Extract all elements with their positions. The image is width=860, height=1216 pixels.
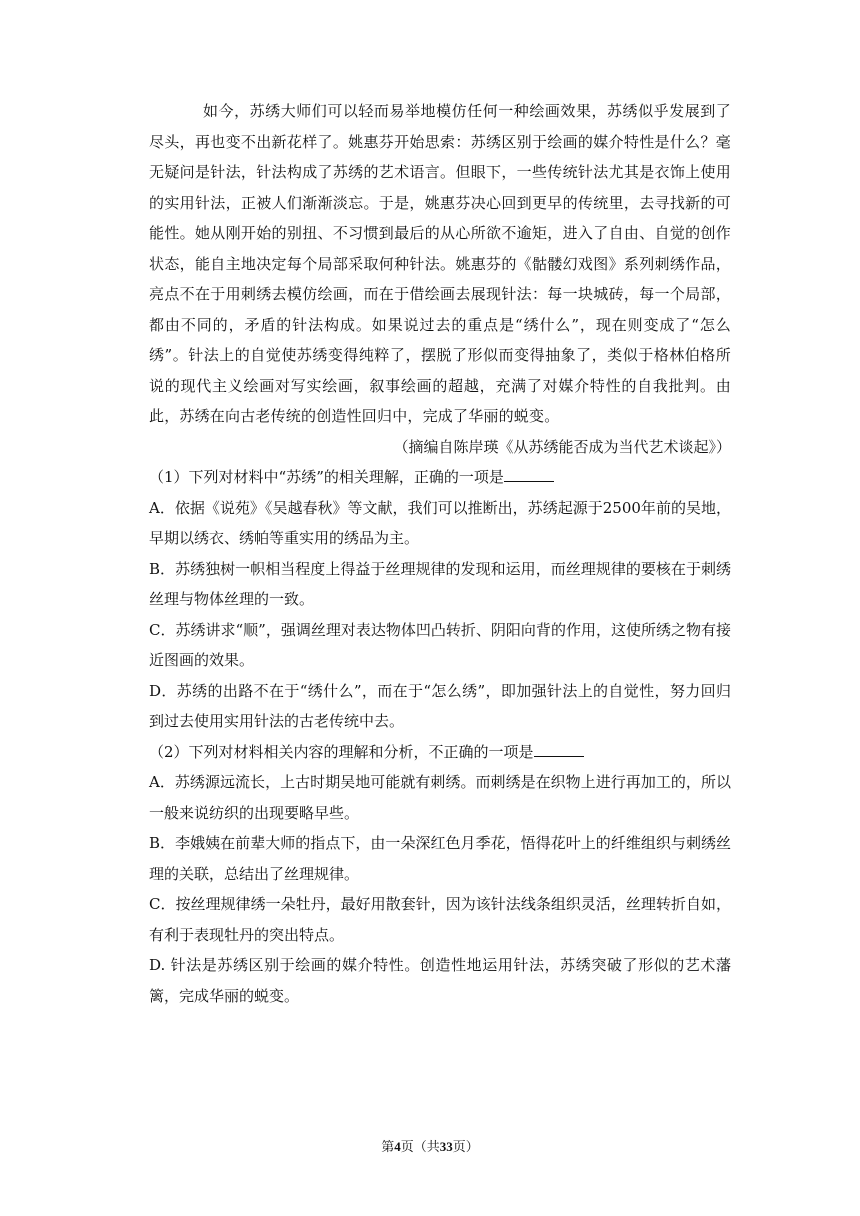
option-c: C．苏绣讲求“顺”，强调丝理对表达物体凹凸转折、阴阳向背的作用，这使所绣之物有接近图画的效果。 [149, 620, 731, 669]
question-stem-text: （1）下列对材料中“苏绣”的相关理解，正确的一项是 [149, 468, 504, 486]
option-a: A．苏绣源远流长，上古时期吴地可能就有刺绣。而刺绣是在织物上进行再加工的，所以一般来说纺织的出现要略早些。 [149, 773, 731, 822]
footer-middle: 页（共 [400, 1140, 440, 1155]
question-1 [149, 462, 731, 737]
passage-paragraph: 如今，苏绣大师们可以轻而易举地模仿任何一种绘画效果，苏绣似乎发展到了尽头，再也变不出新花样了。姚惠芬开始思索：苏绣区别于绘画的媒介特性是什么？毫无疑问是针法，针法构成了苏绣的艺术语言。但眼下，一些传统针法尤其是衣饰上使用的实用针法，正被人们渐渐淡忘。于是，姚惠芬决心回到更早的传统里，去寻找新的可能性。她从刚开始的别扭、不习惯到最后的从心所欲不逾矩，进入了自由、自觉的创作状态，能自主地决定每个局部采取何种针法。姚惠芬的《骷髅幻戏图》系列刺绣作品，亮点不在于用刺绣去模仿绘画，而在于借绘画去展现针法：每一块城砖，每一个局部，都由不同的，矛盾的针法构成。如果说过去的重点是“绣什么”，现在则变成了“怎么绣”。针法上的自觉使苏绣变得纯粹了，摆脱了形似而变得抽象了，类似于格林伯格所说的现代主义绘画对写实绘画，叙事绘画的超越，充满了对媒介特性的自我批判。由此，苏绣在向古老传统的创造性回归中，完成了华丽的蜕变。 [149, 102, 731, 425]
question-stem [149, 737, 731, 768]
answer-blank [534, 742, 584, 757]
page-footer [0, 1136, 860, 1155]
footer-page-number: 4 [394, 1139, 401, 1154]
footer-prefix: 第 [381, 1140, 395, 1155]
option-c: C．按丝理规律绣一朵牡丹，最好用散套针，因为该针法线条组织灵活，丝理转折自如，有利于表现牡丹的突出特点。 [149, 895, 731, 944]
option-d: D. 针法是苏绣区别于绘画的媒介特性。创造性地运用针法，苏绣突破了形似的艺术藩篱，完成华丽的蜕变。 [149, 956, 731, 1005]
passage-source: （摘编自陈岸瑛《从苏绣能否成为当代艺术谈起》） [393, 437, 731, 456]
question-stem-text: （2）下列对材料相关内容的理解和分析，不正确的一项是 [149, 742, 534, 761]
footer-suffix: 页） [452, 1140, 479, 1155]
footer-total-pages: 33 [439, 1139, 453, 1154]
option-b: B．苏绣独树一帜相当程度上得益于丝理规律的发现和运用，而丝理规律的要核在于刺绣丝理与物体丝理的一致。 [149, 559, 731, 608]
option-d: D．苏绣的出路不在于“绣什么”，而在于“怎么绣”，即加强针法上的自觉性，努力回归到过去使用实用针法的古老传统中去。 [149, 681, 731, 730]
document-page [149, 96, 731, 1011]
question-stem [149, 462, 731, 493]
option-a: A．依据《说苑》《吴越春秋》等文献，我们可以推断出，苏绣起源于2500年前的吴地，早期以绣衣、绣帕等重实用的绣品为主。 [149, 498, 731, 547]
answer-blank [504, 467, 554, 482]
option-b: B．李娥姨在前辈大师的指点下，由一朵深红色月季花，悟得花叶上的纤维组织与刺绣丝理的关联，总结出了丝理规律。 [149, 834, 731, 883]
question-2 [149, 737, 731, 1012]
